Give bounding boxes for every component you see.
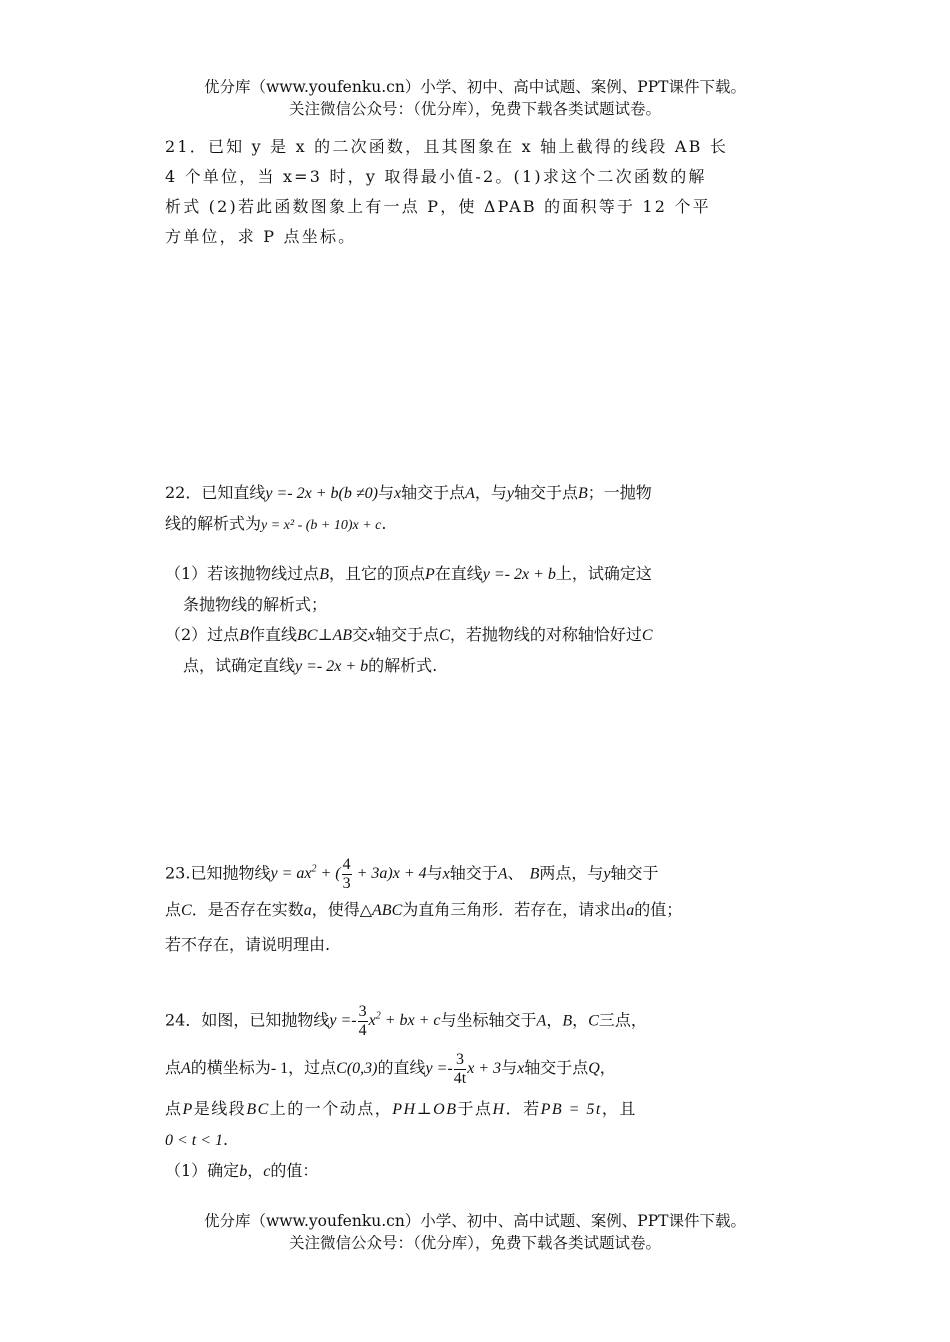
line-equation: y =- 2x + b(b ≠0) (265, 485, 378, 502)
q22-part-1: （1）若该抛物线过点B，且它的顶点P在直线y =- 2x + b上，试确定这 (165, 564, 652, 583)
q22-line-1: 22．已知直线y =- 2x + b(b ≠0)与x轴交于点A，与y轴交于点B；一抛物 (165, 483, 652, 502)
q23-line-2: 点C．是否存在实数a，使得△ABC为直角三角形．若存在，请求出a的值； (165, 900, 683, 920)
q21-line-1: 21．已知 y 是 x 的二次函数，且其图象在 x 轴上截得的线段 AB 长 (165, 137, 729, 156)
q22-part-2: （2）过点B作直线BC⊥AB交x轴交于点C，若抛物线的对称轴恰好过C (165, 625, 653, 644)
header-line-1: 优分库（www.youfenku.cn）小学、初中、高中试题、案例、PPT课件下载。 (203, 78, 747, 96)
q21-line-2: 4 个单位，当 x=3 时，y 取得最小值-2。(1)求这个二次函数的解 (165, 167, 707, 186)
q21-line-4: 方单位，求 P 点坐标。 (165, 227, 357, 246)
question-24 (165, 995, 790, 1187)
q21-line-3: 析式 (2)若此函数图象上有一点 P，使 ΔPAB 的面积等于 12 个平 (165, 197, 711, 216)
q22-part-1-cont: 条抛物线的解析式； (183, 595, 328, 614)
page-footer (0, 1210, 950, 1254)
question-22 (165, 478, 790, 682)
q24-part-1: （1）确定b，c的值： (165, 1161, 319, 1181)
q23-line-1: 23.已知抛物线$y = ax^2$ + ( $\frac{4}{3}$ + 3a)x + 4与x轴交于A、 B两点，与y轴交于 (165, 856, 659, 893)
question-23 (165, 853, 790, 962)
q24-line-3: 点P是线段BC上的一个动点，PH⊥OB于点H．若PB = 5t，且 (165, 1099, 637, 1119)
q22-part-2-cont: 点，试确定直线y =- 2x + b的解析式. (183, 656, 438, 675)
footer-line-1: 优分库（www.youfenku.cn）小学、初中、高中试题、案例、PPT课件下载。 (203, 1212, 747, 1230)
fraction-4-3: $\frac{4}{3}$ (342, 856, 351, 893)
header-line-2: 关注微信公众号：（优分库），免费下载各类试题试卷。 (288, 100, 661, 118)
q24-line-2: 点A的横坐标为- 1，过点C(0,3)的直线y =- $\frac{3}{4t}$ x + 3与x轴交于点Q， (165, 1051, 616, 1088)
q24-line-4: 0 < t < 1. (165, 1130, 229, 1150)
q24-parabola-equation: y =- $\frac{3}{4}$ $x^2$ + bx + c (329, 1003, 441, 1040)
parabola-equation: y = x² - (b + 10)x + c (261, 518, 382, 533)
q24-line-equation: y =- $\frac{3}{4t}$ x + 3 (425, 1051, 502, 1088)
q23-line-3: 若不存在，请说明理由. (165, 935, 331, 955)
fraction-3-4: $\frac{3}{4}$ (358, 1003, 367, 1040)
page-header (0, 76, 950, 120)
q22-line-2: 线的解析式为y = x² - (b + 10)x + c. (165, 514, 387, 533)
fraction-3-4t: $\frac{3}{4t}$ (453, 1051, 467, 1088)
q23-equation: $y = ax^2$ + ( $\frac{4}{3}$ + 3a)x + 4 (270, 856, 427, 893)
q24-line-1: 24．如图，已知抛物线y =- $\frac{3}{4}$ $x^2$ + bx + c与坐标轴交于A，B，C三点， (165, 1003, 647, 1040)
footer-line-2: 关注微信公众号：（优分库），免费下载各类试题试卷。 (288, 1234, 661, 1252)
question-21 (165, 132, 790, 252)
